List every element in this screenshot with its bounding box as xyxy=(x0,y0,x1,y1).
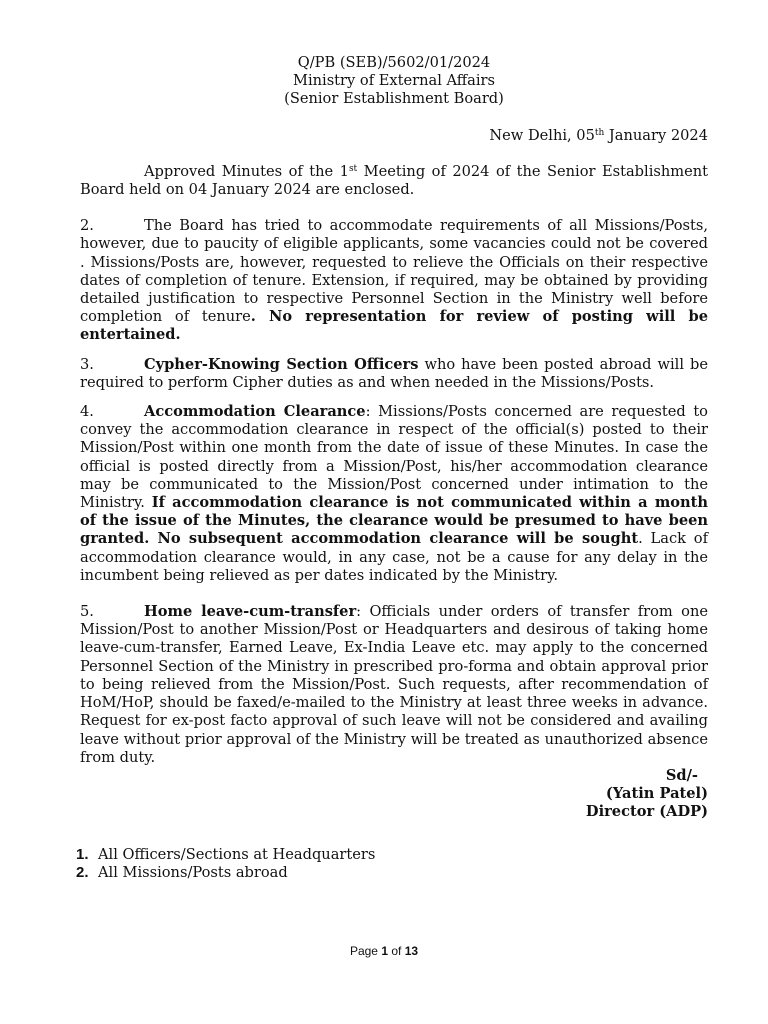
paragraph-4-text: : Missions/Posts concerned are requested to convey the accommodation clearance in respect of the official(s) posted to their Mission/Post within one month from the date of issue of these Minutes. In case the official is posted directly from a Mission/Post, his/her accommodation clearance may be communicated to the Mission/Post concerned under intimation to the Ministry. xyxy=(80,403,708,512)
dateline-place: New Delhi, 05 xyxy=(489,126,595,144)
dateline xyxy=(80,127,708,145)
list-number: 2. xyxy=(76,864,89,882)
signatory-designation: Director (ADP) xyxy=(585,803,708,821)
current-page-number: 1 xyxy=(381,944,388,958)
paragraph-3 xyxy=(80,356,708,392)
board-name: (Senior Establishment Board) xyxy=(284,90,504,108)
signature-block xyxy=(80,767,708,822)
reference-number: Q/PB (SEB)/5602/01/2024 xyxy=(297,54,491,71)
signature-sd: Sd/- xyxy=(665,766,698,784)
dateline-day-suffix: th xyxy=(594,127,605,138)
paragraph-4-text-cont: . Lack of accommodation clearance would, in any case, not be a cause for any delay in the incumbent being relieved as per dates indicated by the Ministry. xyxy=(80,530,708,584)
list-number: 1. xyxy=(76,846,89,863)
ordinal-suffix: st xyxy=(348,163,358,174)
paragraph-5-text: : Officials under orders of transfer from one Mission/Post to another Mission/Post or Headquarters and desirous of taking home leave-cum-transfer, Earned Leave, Ex-India Leave etc. may apply to the concerned Personnel Section of the Ministry in prescribed pro-forma and obtain approval prior to being relieved from the Mission/Post. Such requests, after recommendation of HoM/HoP, should be faxed/e-mailed to the Ministry at least three weeks in advance. Request for ex-post facto approval of such leave will not be considered and availing leave without prior approval of the Ministry will be treated as unauthorized absence from duty. xyxy=(80,603,708,766)
paragraph-number: 3. xyxy=(80,355,94,373)
paragraph-4-bold: If accommodation clearance is not communicated within a month of the issue of the Minutes, the clearance would be presumed to have been granted. No subsequent accommodation clearance will be sought xyxy=(80,494,709,548)
dateline-rest: January 2024 xyxy=(604,126,708,144)
paragraph-5 xyxy=(80,603,708,767)
list-item xyxy=(76,864,375,882)
distribution-list xyxy=(76,846,375,883)
paragraph-number: 5. xyxy=(80,603,94,621)
list-item-text: All Missions/Posts abroad xyxy=(98,864,288,882)
list-item xyxy=(76,846,375,864)
signatory-name: (Yatin Patel) xyxy=(605,785,708,803)
paragraph-1 xyxy=(80,163,708,199)
paragraph-1-text-cont: Meeting of 2024 of the Senior Establishment Board held on 04 January 2024 are enclosed. xyxy=(80,162,708,199)
paragraph-2-text: The Board has tried to accommodate requirements of all Missions/Posts, however, due to paucity of eligible applicants, some vacancies could not be covered . Missions/Posts are, however, requested to relieve the Officials on their respective dates of completion of tenure. Extension, if required, may be obtained by providing detailed justification to respective Personnel Section in the Ministry well before completion of tenure xyxy=(80,217,708,326)
ministry-name: Ministry of External Affairs xyxy=(293,72,495,90)
paragraph-4-title: Accommodation Clearance xyxy=(144,403,366,421)
list-item-text: All Officers/Sections at Headquarters xyxy=(98,846,376,863)
page-label: Page xyxy=(349,944,382,958)
paragraph-3-title: Cypher-Knowing Section Officers xyxy=(144,355,419,373)
document-body xyxy=(80,54,708,822)
paragraph-2-bold: . No representation for review of posting will be entertained. xyxy=(80,308,709,344)
paragraph-number: 2. xyxy=(80,217,94,235)
paragraph-number: 4. xyxy=(80,403,94,421)
page-footer xyxy=(0,944,768,958)
paragraph-3-text: who have been posted abroad will be required to perform Cipher duties as and when needed in the Missions/Posts. xyxy=(80,355,708,391)
total-page-count: 13 xyxy=(404,944,419,958)
page-of-label: of xyxy=(388,944,405,958)
paragraph-5-title: Home leave-cum-transfer xyxy=(144,603,357,621)
paragraph-2 xyxy=(80,217,708,344)
paragraph-1-text: Approved Minutes of the 1 xyxy=(144,162,349,180)
paragraph-4 xyxy=(80,403,708,585)
document-header xyxy=(80,54,708,109)
